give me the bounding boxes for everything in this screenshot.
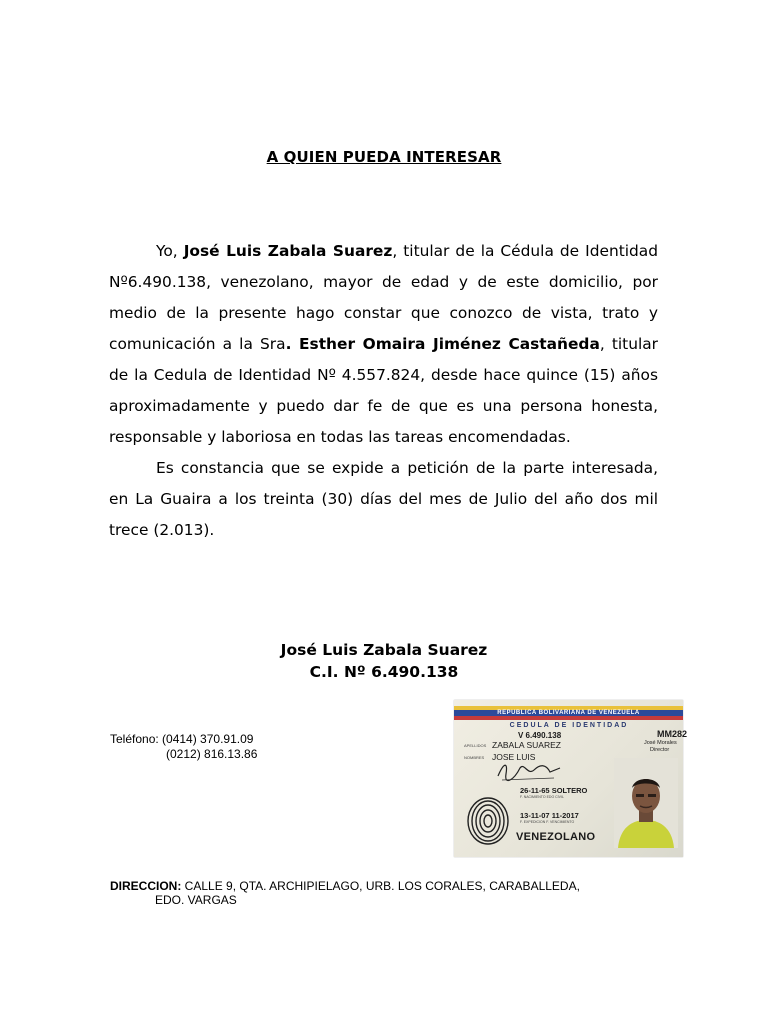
card-nombres-label: NOMBRES: [464, 755, 485, 760]
phone-block: [110, 732, 257, 762]
p1-text-3: , titular de la Cedula de Identidad Nº 4.557.824, desde hace quince (15) años aproximadamente y puedo dar fe de que es una persona honesta, responsable y laboriosa en todas las tareas encomendadas.: [109, 335, 658, 446]
card-birth: 26-11-65 SOLTERO: [520, 786, 588, 795]
p1-text-2: , titular de la Cédula de Identidad Nº6.490.138, venezolano, mayor de edad y de este domicilio, por medio de la presente hago constar que conozco de vista, trato y comunicación a la Sra: [109, 242, 658, 353]
card-code: MM282: [657, 729, 688, 739]
card-flag-banner: [454, 706, 683, 720]
signature-ci: C.I. Nº 6.490.138: [309, 663, 459, 681]
paragraph-2: Es constancia que se expide a petición de la parte interesada, en La Guaira a los treinta (30) días del mes de Julio del año dos mil trece (2.013).: [109, 459, 658, 539]
card-birth-label: F. NACIMIENTO EDO CIVIL: [520, 795, 564, 799]
card-official-name: José Morales: [644, 740, 677, 746]
card-subheader: CEDULA DE IDENTIDAD: [509, 722, 629, 729]
signature-name: José Luis Zabala Suarez: [280, 641, 488, 659]
phone-line-2: (0212) 816.13.86: [166, 747, 258, 761]
signature-icon: [494, 758, 564, 784]
card-header: REPUBLICA BOLIVARIANA DE VENEZUELA: [454, 710, 683, 716]
card-apellidos: ZABALA SUAREZ: [492, 740, 561, 750]
beneficiary-name: . Esther Omaira Jiménez Castañeda: [285, 335, 600, 353]
card-dates: 13-11-07 11-2017: [520, 811, 579, 820]
p1-text-1: Yo,: [156, 242, 184, 260]
card-apellidos-label: APELLIDOS: [464, 743, 487, 748]
card-number: V 6.490.138: [518, 731, 562, 740]
card-nombres: JOSE LUIS: [492, 752, 536, 762]
card-dates-label: F. EXPEDICION F. VENCIMIENTO: [520, 820, 575, 824]
person-photo-icon: [614, 758, 678, 848]
id-card-image: [454, 700, 688, 857]
phone-line-1: Teléfono: (0414) 370.91.09: [110, 732, 254, 746]
signer-name-inline: José Luis Zabala Suarez: [183, 242, 393, 260]
address-line-2: EDO. VARGAS: [155, 893, 237, 907]
address-text-1: CALLE 9, QTA. ARCHIPIELAGO, URB. LOS CORALES, CARABALLEDA,: [181, 879, 580, 893]
address-label: DIRECCION:: [110, 879, 182, 893]
letter-body: [109, 236, 658, 546]
address-line-1: [110, 879, 650, 893]
card-official-title: Director: [650, 747, 670, 753]
fingerprint-icon: [462, 793, 514, 845]
document-title: A QUIEN PUEDA INTERESAR: [266, 148, 502, 166]
card-photo: [614, 758, 678, 848]
address-block: [110, 879, 650, 907]
paragraph-1: [109, 236, 658, 453]
card-nationality: VENEZOLANO: [516, 831, 596, 843]
